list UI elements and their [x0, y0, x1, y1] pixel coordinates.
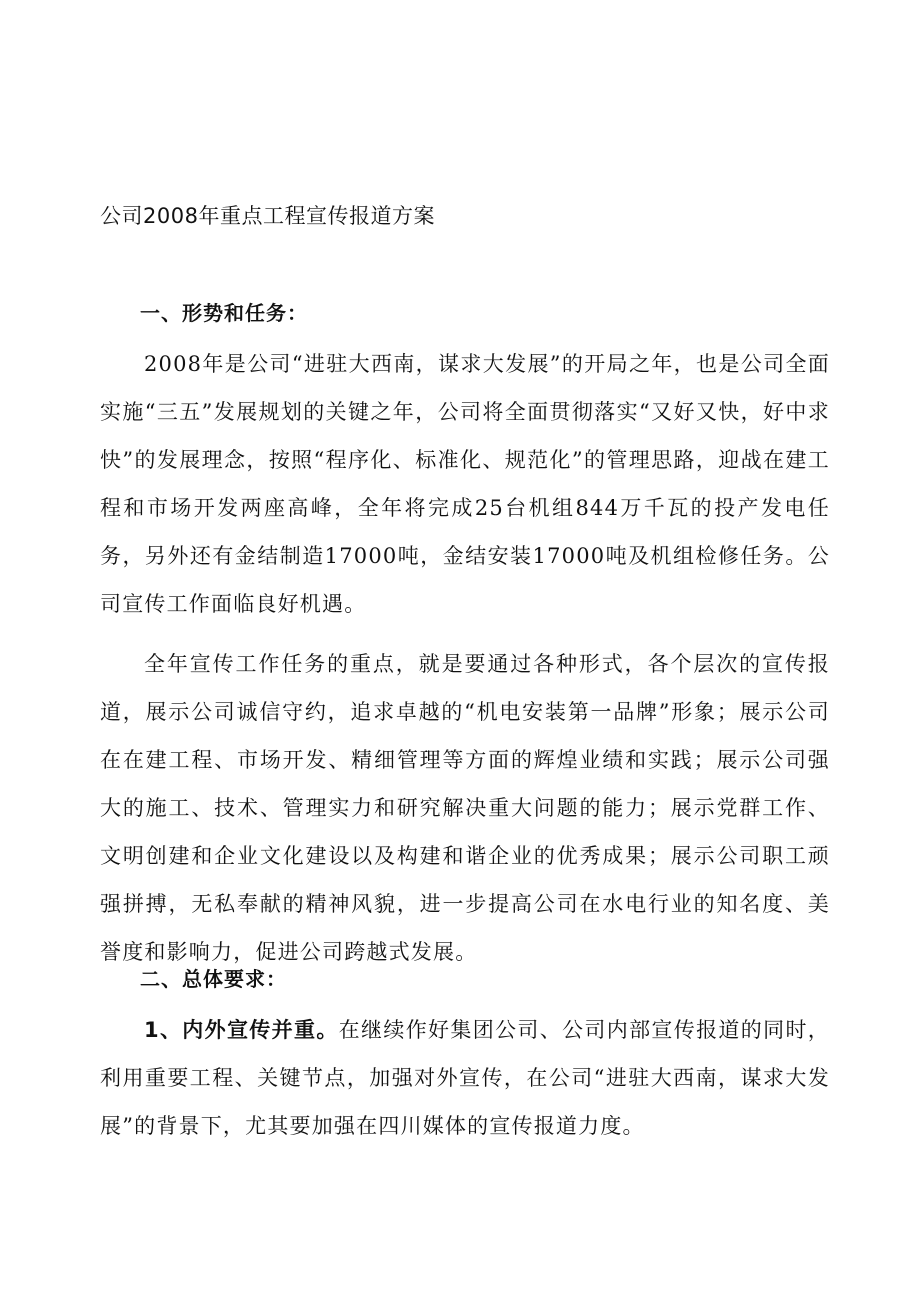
section-heading: 二、总体要求：	[140, 967, 287, 991]
section-heading: 一、形势和任务：	[140, 301, 308, 325]
item-lead-text: 1、内外宣传并重。	[144, 1018, 339, 1042]
paragraph-situation: 2008年是公司“进驻大西南，谋求大发展”的开局之年，也是公司全面实施“三五”发展规划的关键之年，公司将全面贯彻落实“又好又快，好中求快”的发展理念，按照“程序化、标准化、规范化”的管理思路，迎战在建工程和市场开发两座高峰，全年将完成25台机组844万千瓦的投产发电任务，另外还有金结制造17000吨，金结安装17000吨及机组检修任务。公司宣传工作面临良好机遇。	[100, 352, 830, 616]
paragraph-key-tasks: 全年宣传工作任务的重点，就是要通过各种形式，各个层次的宣传报道，展示公司诚信守约，追求卓越的“机电安装第一品牌”形象；展示公司在在建工程、市场开发、精细管理等方面的辉煌业绩和实践；展示公司强大的施工、技术、管理实力和研究解决重大问题的能力；展示党群工作、文明创建和企业文化建设以及构建和谐企业的优秀成果；展示公司职工顽强拼搏，无私奉献的精神风貌，进一步提高公司在水电行业的知名度、美誉度和影响力，促进公司跨越式发展。	[100, 652, 830, 964]
document-title: 公司2008年重点工程宣传报道方案	[100, 204, 435, 228]
section-general-requirements	[100, 962, 830, 1150]
list-item	[100, 1006, 830, 1150]
section-situation-and-tasks	[100, 296, 830, 976]
item-body-text: 在继续作好集团公司、公司内部宣传报道的同时，利用重要工程、关键节点，加强对外宣传，在公司“进驻大西南，谋求大发展”的背景下，尤其要加强在四川媒体的宣传报道力度。	[100, 1018, 830, 1138]
